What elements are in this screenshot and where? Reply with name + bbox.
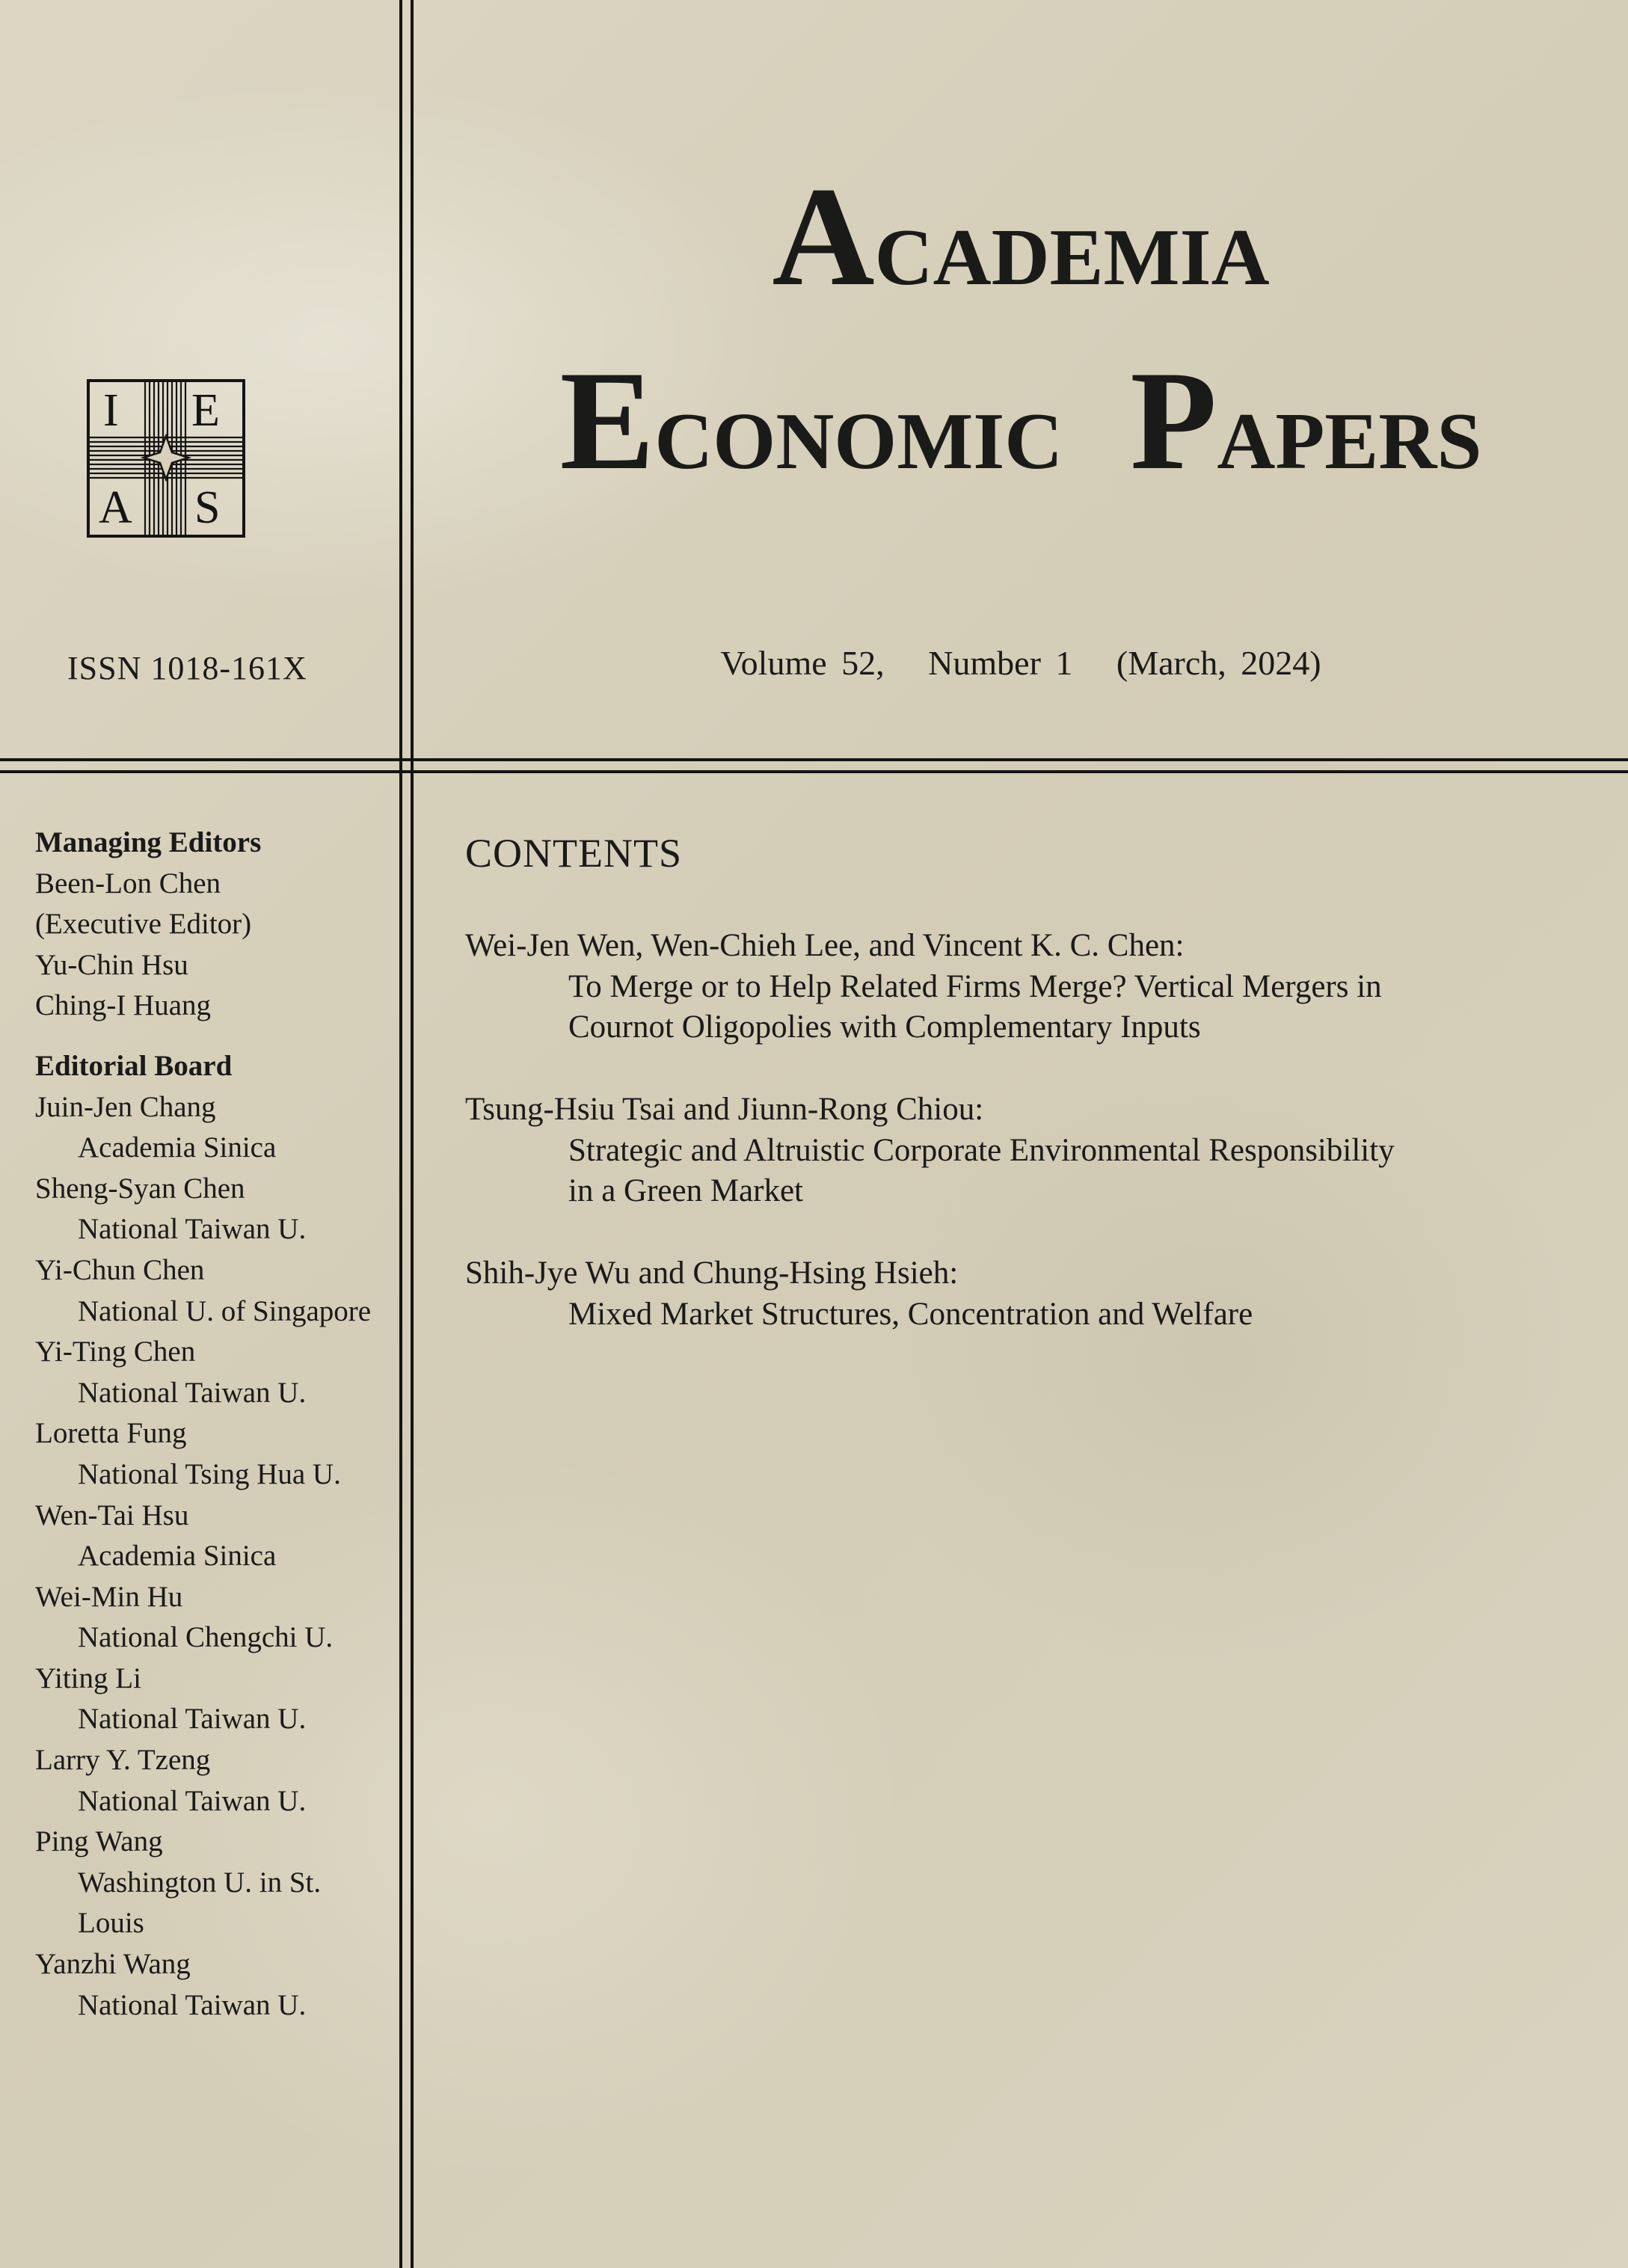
- volume-info: Volume 52, Number 1 (March, 2024): [720, 644, 1321, 682]
- article-entry[interactable]: [465, 1253, 1572, 1335]
- board-member-name: Wen-Tai Hsu: [35, 1499, 189, 1531]
- article-entry[interactable]: [465, 1090, 1572, 1212]
- article-authors: Wei-Jen Wen, Wen-Chieh Lee, and Vincent K. C. Chen:: [465, 928, 1185, 963]
- logo-letter-i: I: [103, 385, 119, 436]
- editorial-board-heading: Editorial Board: [35, 1049, 233, 1082]
- managing-editor: Yu-Chin Hsu: [35, 948, 188, 981]
- board-member-affiliation: National Chengchi U.: [78, 1621, 334, 1654]
- logo-letter-a: A: [99, 482, 132, 533]
- title-word-papers: APERS: [1217, 397, 1482, 486]
- board-member-name: Larry Y. Tzeng: [35, 1744, 211, 1777]
- vertical-rule-left: [399, 0, 402, 2268]
- managing-editor: Been-Lon Chen: [35, 867, 221, 900]
- horizontal-rule-bottom: [0, 770, 1628, 773]
- ieas-logo-graphic: [90, 382, 242, 535]
- managing-editors-heading: Managing Editors: [35, 826, 262, 858]
- horizontal-rule-top: [0, 758, 1628, 761]
- article-title-line: in a Green Market: [568, 1173, 803, 1208]
- board-member-affiliation: Academia Sinica: [78, 1131, 277, 1164]
- article-title-line: Mixed Market Structures, Concentration and Welfare: [568, 1296, 1253, 1332]
- board-member-name: Yiting Li: [35, 1662, 141, 1694]
- board-member-name: Juin-Jen Chang: [35, 1090, 216, 1123]
- board-member-affiliation: National Taiwan U.: [78, 1703, 307, 1736]
- board-member-name: Loretta Fung: [35, 1417, 187, 1450]
- board-member-name: Yi-Chun Chen: [35, 1253, 205, 1286]
- board-member-affiliation: Washington U. in St. Louis: [78, 1866, 322, 1940]
- ieas-logo: [87, 379, 245, 538]
- board-member-affiliation: National Tsing Hua U.: [78, 1457, 341, 1490]
- title-word-academia: CADEMIA: [874, 213, 1270, 302]
- board-member-name: Sheng-Syan Chen: [35, 1172, 245, 1205]
- board-member-name: Yi-Ting Chen: [35, 1336, 196, 1368]
- board-member-affiliation: National Taiwan U.: [78, 1784, 307, 1817]
- board-member-affiliation: National Taiwan U.: [78, 1988, 307, 2021]
- board-member-name: Ping Wang: [35, 1825, 163, 1858]
- article-title-line: Cournot Oligopolies with Complementary Inputs: [568, 1009, 1201, 1045]
- managing-editor: Ching-I Huang: [35, 989, 212, 1022]
- journal-title-line2: [414, 342, 1628, 500]
- title-word-economic: CONOMIC: [654, 397, 1063, 486]
- managing-editor: (Executive Editor): [35, 908, 252, 941]
- article-title-line: To Merge or to Help Related Firms Merge? Vertical Mergers in: [568, 968, 1382, 1004]
- article-authors: Tsung-Hsiu Tsai and Jiunn-Rong Chiou:: [465, 1092, 984, 1127]
- board-member-affiliation: National Taiwan U.: [78, 1376, 307, 1409]
- logo-letter-s: S: [194, 482, 221, 533]
- issn-number: ISSN 1018-161X: [67, 650, 307, 686]
- board-member-name: Wei-Min Hu: [35, 1580, 183, 1613]
- article-authors: Shih-Jye Wu and Chung-Hsing Hsieh:: [465, 1256, 959, 1291]
- board-member-name: Yanzhi Wang: [35, 1948, 191, 1981]
- editors-sidebar: [35, 823, 394, 2026]
- vertical-rule-right: [411, 0, 414, 2268]
- contents-heading: CONTENTS: [465, 831, 682, 876]
- title-initial-a: A: [772, 159, 875, 316]
- title-initial-e: E: [559, 342, 655, 500]
- board-member-affiliation: National U. of Singapore: [78, 1294, 372, 1327]
- logo-letter-e: E: [191, 385, 220, 436]
- board-member-affiliation: Academia Sinica: [78, 1540, 277, 1573]
- title-initial-p: P: [1130, 342, 1217, 500]
- article-title-line: Strategic and Altruistic Corporate Environmental Responsibility: [568, 1132, 1395, 1168]
- article-entry[interactable]: [465, 926, 1572, 1048]
- journal-title-line1: [414, 159, 1628, 316]
- board-member-affiliation: National Taiwan U.: [78, 1213, 307, 1246]
